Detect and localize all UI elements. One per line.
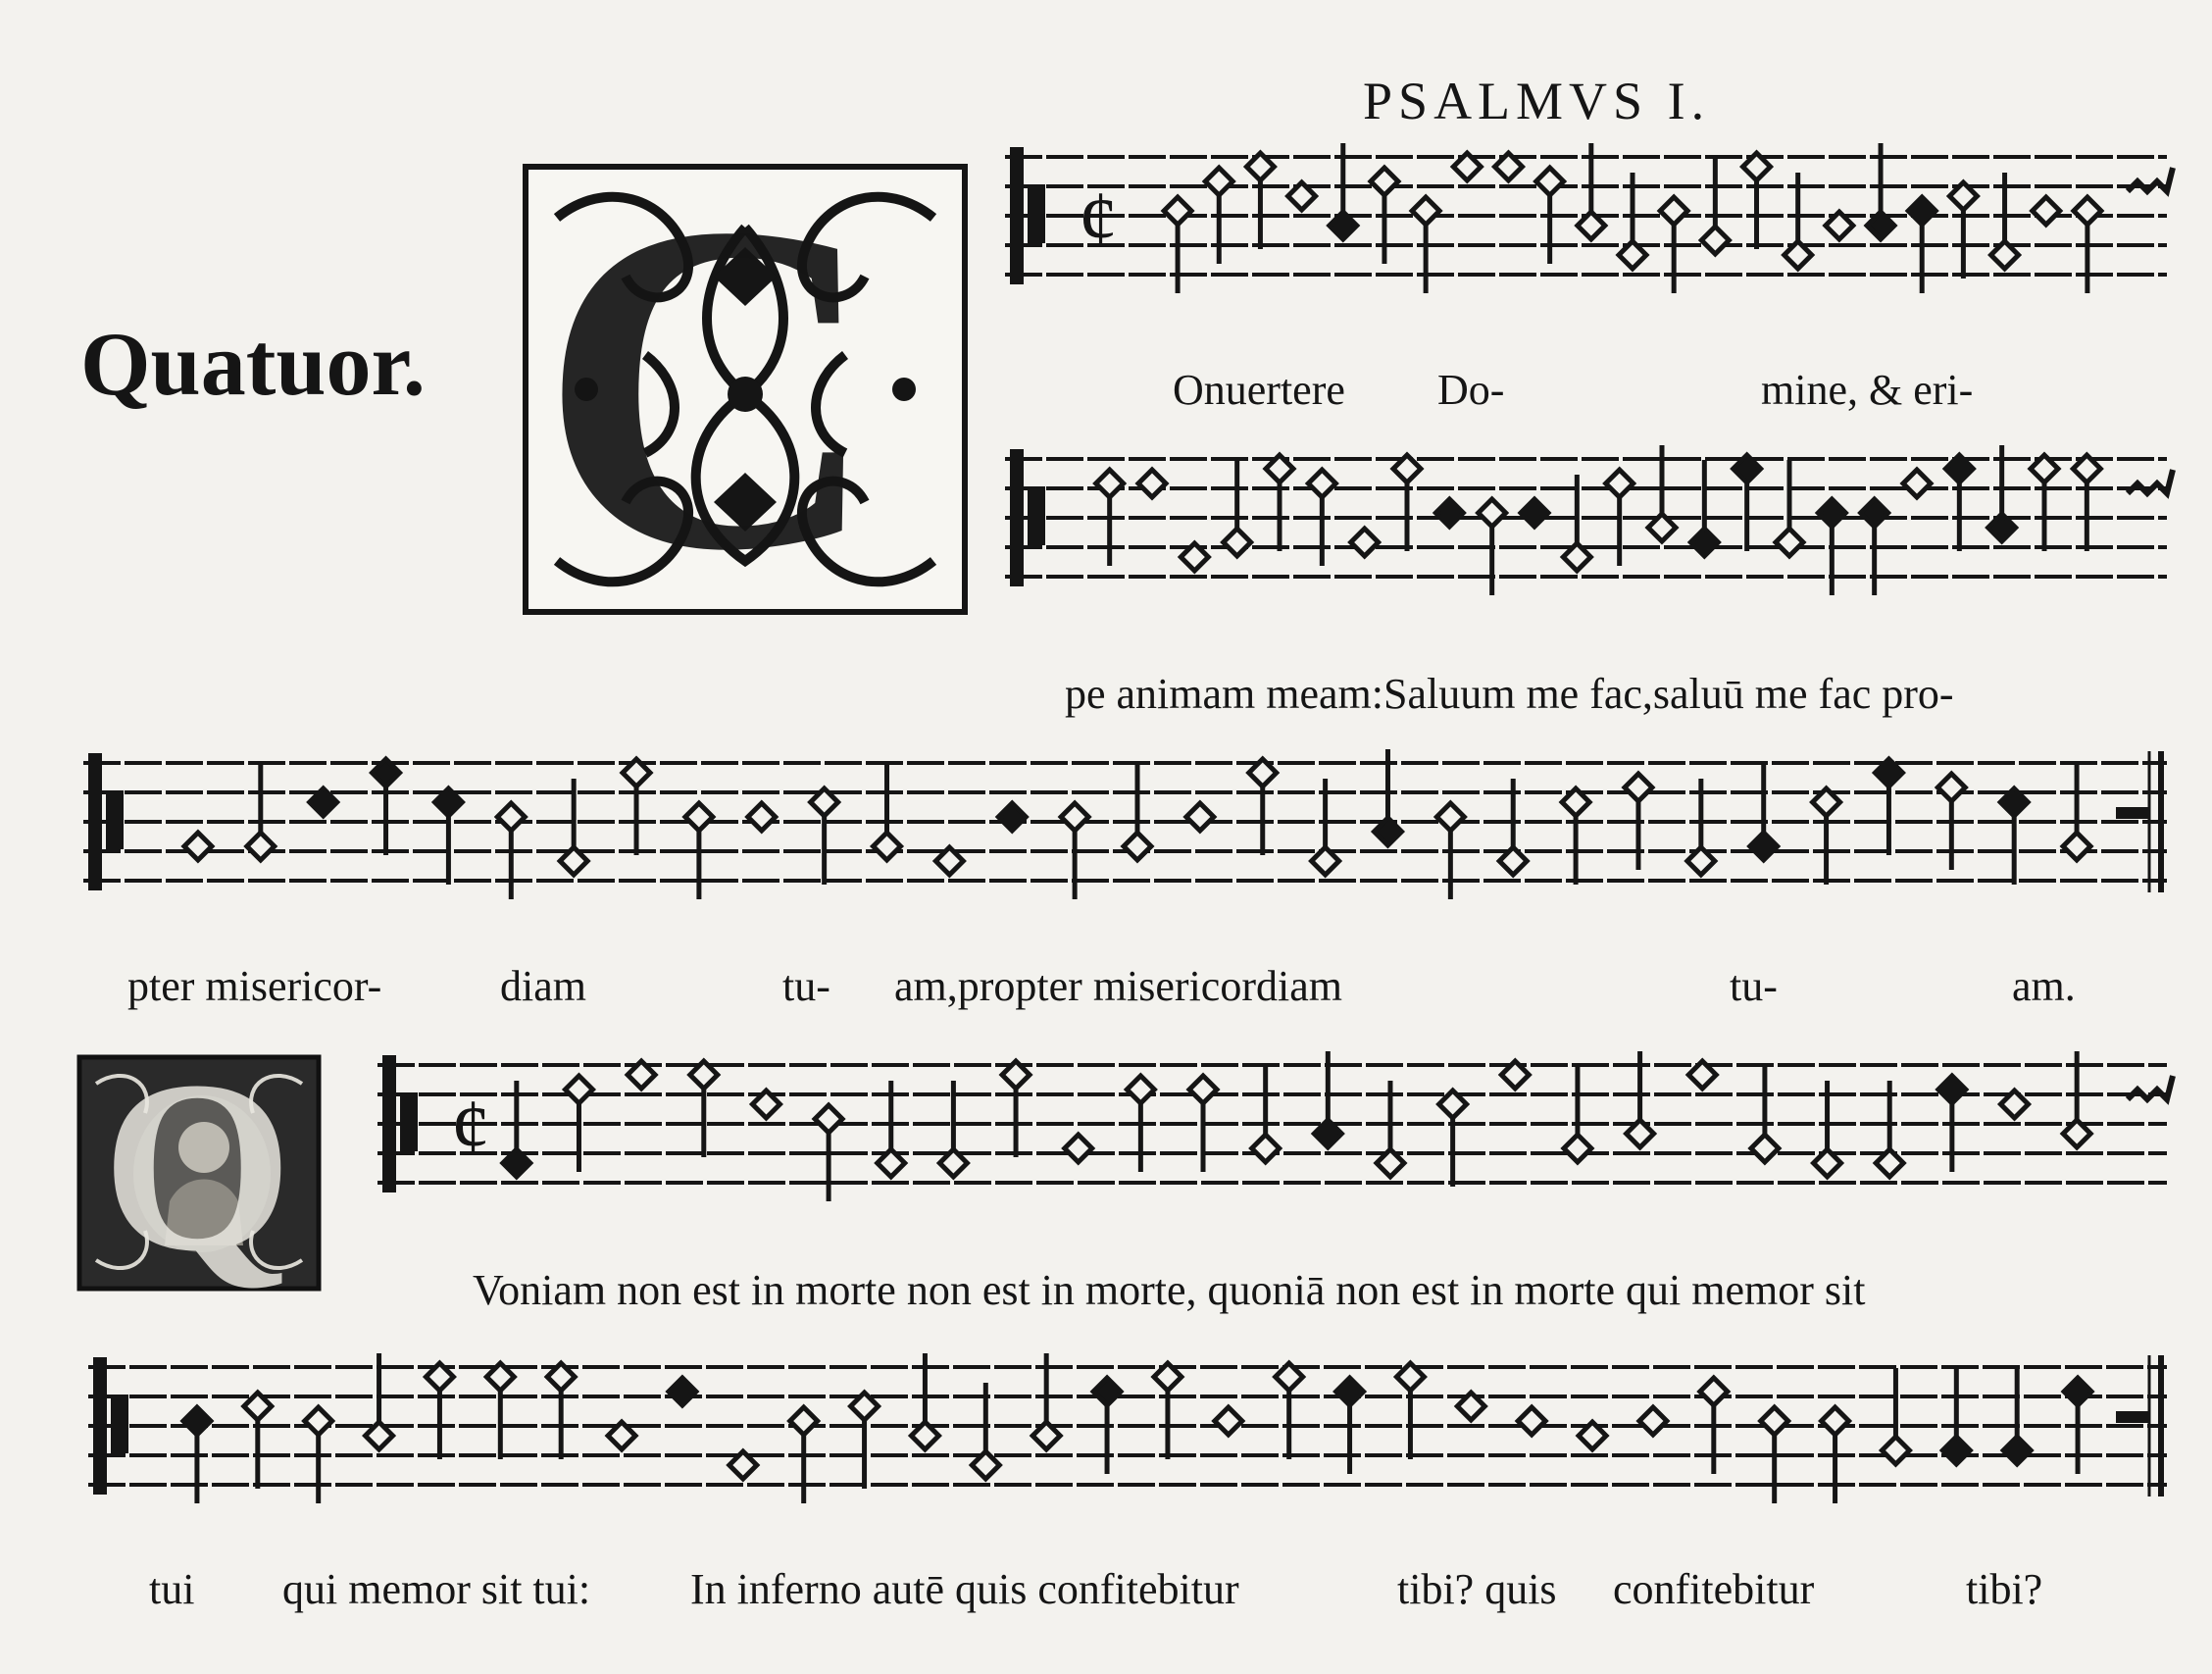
note-head [685, 803, 713, 831]
note-head [1903, 470, 1931, 497]
note-head [1690, 529, 1718, 556]
note-head [1625, 774, 1652, 801]
initial-letter: C [539, 126, 880, 647]
note-head [2063, 833, 2090, 860]
note-head [874, 833, 901, 860]
lyric-line4: Voniam non est in morte non est in morte, quoniā non est in morte qui memor sit [473, 1266, 1866, 1314]
custos-icon [2128, 168, 2173, 191]
mensuration-sign: ¢ [451, 1085, 490, 1171]
c-clef-icon [1028, 486, 1045, 545]
note-head [1435, 499, 1463, 527]
note-head [2074, 197, 2101, 225]
note-head [1061, 803, 1088, 831]
custos-icon [2128, 1076, 2173, 1099]
note-head [1412, 197, 1439, 225]
lyric-line1-a: Onuertere [1173, 366, 1345, 414]
c-clef-icon [400, 1092, 418, 1151]
note-head [183, 1407, 211, 1435]
note-head [1937, 774, 1965, 801]
note-head [1822, 1407, 1849, 1435]
note-head [1521, 499, 1548, 527]
c-clef-icon [111, 1395, 128, 1453]
lyric-line2: pe animam meam:Saluum me fac,saluū me fac pro- [1065, 670, 1954, 718]
voice-part-label: Quatuor. [80, 314, 426, 414]
final-longa [2116, 1411, 2149, 1423]
note-head [1701, 227, 1729, 254]
custos-icon [2128, 470, 2173, 493]
lyric-line5-e: confitebitur [1613, 1565, 1815, 1613]
lyric-line5-b: qui memor sit tui: [282, 1565, 591, 1613]
note-head [1308, 470, 1335, 497]
note-head [1536, 168, 1564, 195]
note-head [1518, 1407, 1545, 1435]
note-head [1351, 529, 1379, 556]
note-head [1096, 470, 1124, 497]
c-clef-icon [382, 1055, 396, 1192]
running-head: PSALMVS I. [1363, 72, 1711, 130]
c-clef-icon [93, 1357, 107, 1495]
note-head [790, 1407, 818, 1435]
note-head [1436, 803, 1464, 831]
note-head [1124, 833, 1151, 860]
lyric-line5-a: tui [149, 1565, 195, 1613]
lyric-line1-c: mine, & eri- [1761, 366, 1974, 414]
note-head [2003, 1437, 2031, 1464]
lyric-line3-e: tu- [1730, 962, 1778, 1010]
note-head [1252, 1135, 1280, 1162]
lyric-line3-c: tu- [782, 962, 830, 1010]
final-longa [2116, 807, 2149, 819]
note-head [1205, 168, 1232, 195]
note-head [1908, 197, 1936, 225]
note-head [1336, 1378, 1364, 1405]
note-head [1138, 470, 1166, 497]
note-head [1776, 529, 1803, 556]
note-head [1479, 499, 1506, 527]
note-head [1164, 197, 1191, 225]
lyric-line3-d: am,propter misericordiam [894, 962, 1342, 1010]
note-head [1186, 803, 1214, 831]
c-clef-icon [1010, 449, 1024, 586]
note-head [1224, 529, 1251, 556]
note-head [1660, 197, 1687, 225]
lyric-line5-d: tibi? quis [1397, 1565, 1557, 1613]
note-head [2064, 1378, 2091, 1405]
note-head [1564, 1135, 1591, 1162]
note-head [1215, 1407, 1242, 1435]
initial-letter: Q [102, 1031, 293, 1302]
note-head [748, 803, 776, 831]
note-head [1882, 1437, 1909, 1464]
note-head [1639, 1407, 1667, 1435]
lyric-line5-f: tibi? [1966, 1565, 2043, 1613]
note-head [815, 1105, 842, 1133]
note-head [1189, 1076, 1217, 1103]
note-head [1371, 168, 1398, 195]
note-head [1761, 1407, 1788, 1435]
lyric-line1-b: Do- [1437, 366, 1505, 414]
lyric-line3-b: diam [500, 962, 586, 1010]
mensuration-sign: ¢ [1079, 177, 1118, 263]
note-head [565, 1076, 592, 1103]
lyric-line5-c: In inferno autē quis confitebitur [690, 1565, 1239, 1613]
note-head [497, 803, 525, 831]
c-clef-icon [1010, 147, 1024, 284]
note-head [1750, 833, 1778, 860]
lyric-line3-a: pter misericor- [127, 962, 382, 1010]
c-clef-icon [1028, 184, 1045, 243]
note-head [669, 1378, 696, 1405]
c-clef-icon [88, 753, 102, 890]
note-head [1127, 1076, 1154, 1103]
lyric-line3-f: am. [2012, 962, 2076, 1010]
note-head [1751, 1135, 1779, 1162]
note-head [998, 803, 1026, 831]
note-head [1065, 1135, 1092, 1162]
note-head [2033, 197, 2060, 225]
note-head [305, 1407, 332, 1435]
note-head [1938, 1076, 1966, 1103]
note-head [184, 833, 212, 860]
note-head [1942, 1437, 1970, 1464]
note-head [1093, 1378, 1121, 1405]
note-head [247, 833, 275, 860]
c-clef-icon [106, 790, 124, 849]
note-head [1861, 499, 1888, 527]
note-head [1606, 470, 1634, 497]
note-head [1700, 1378, 1728, 1405]
note-head [1818, 499, 1845, 527]
